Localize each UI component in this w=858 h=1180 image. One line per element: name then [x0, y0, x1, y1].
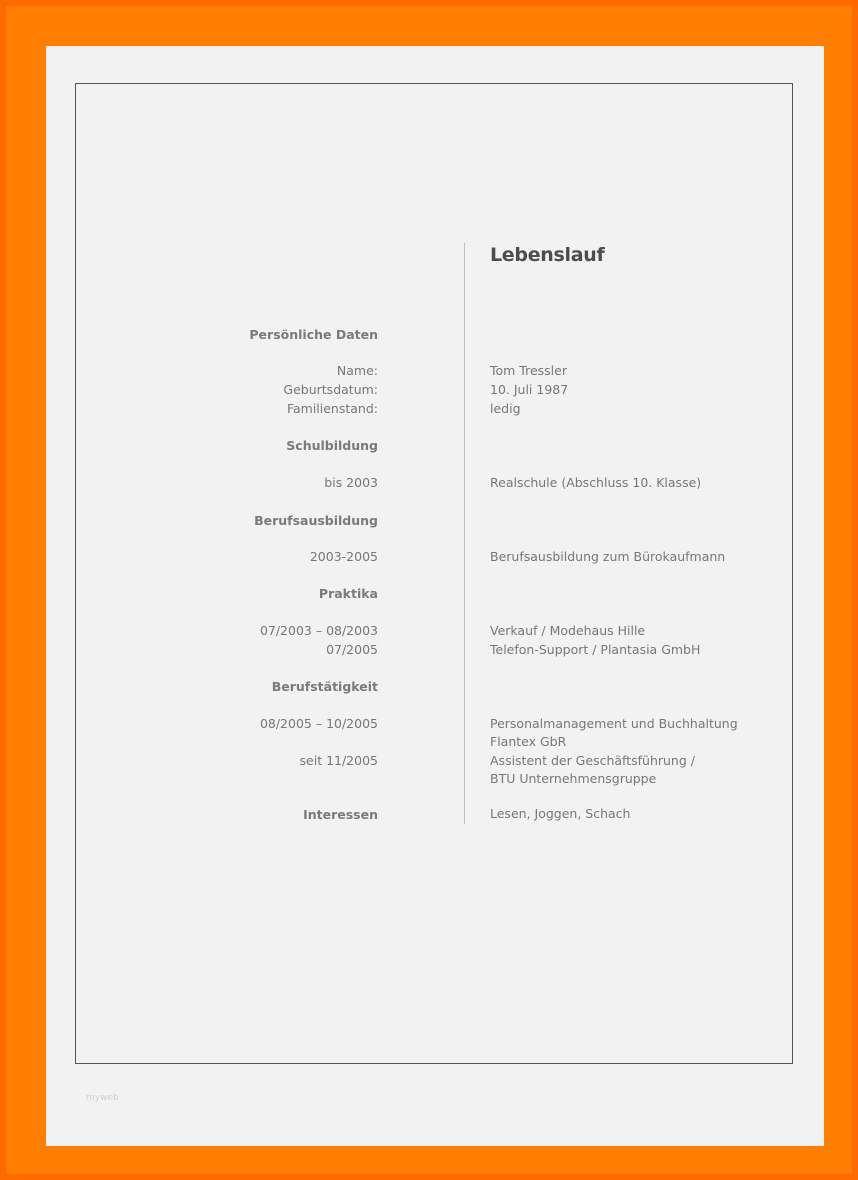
- label-name: Name:: [336, 363, 378, 378]
- watermark: myweb: [86, 1093, 119, 1103]
- section-heading-training: Berufsausbildung: [254, 513, 378, 528]
- section-heading-interests: Interessen: [303, 807, 378, 822]
- internship-value: Telefon-Support / Plantasia GmbH: [490, 642, 701, 657]
- section-heading-work: Berufstätigkeit: [271, 679, 378, 694]
- label-birthdate: Geburtsdatum:: [283, 382, 378, 397]
- section-heading-internships: Praktika: [318, 586, 378, 601]
- work-line-2: Flantex GbR: [490, 734, 567, 749]
- work-date: 08/2005 – 10/2005: [259, 716, 378, 731]
- document-sheet: [46, 46, 824, 1146]
- value-birthdate: 10. Juli 1987: [490, 382, 569, 397]
- label-marital-status: Familienstand:: [286, 401, 378, 416]
- column-divider: [464, 243, 465, 824]
- page-border: [75, 83, 793, 1064]
- value-marital-status: ledig: [490, 401, 521, 416]
- training-value: Berufsausbildung zum Bürokaufmann: [490, 549, 726, 564]
- document-title: Lebenslauf: [490, 244, 605, 266]
- training-date: 2003-2005: [309, 549, 378, 564]
- section-heading-school: Schulbildung: [286, 438, 378, 453]
- work-line-1: Assistent der Geschäftsführung /: [490, 753, 695, 768]
- internship-date: 07/2003 – 08/2003: [259, 623, 378, 638]
- school-value: Realschule (Abschluss 10. Klasse): [490, 475, 702, 490]
- school-date: bis 2003: [324, 475, 378, 490]
- internship-date: 07/2005: [326, 642, 378, 657]
- section-heading-personal: Persönliche Daten: [249, 327, 378, 342]
- work-date: seit 11/2005: [299, 753, 378, 768]
- internship-value: Verkauf / Modehaus Hille: [490, 623, 646, 638]
- work-line-1: Personalmanagement und Buchhaltung: [490, 716, 738, 731]
- work-line-2: BTU Unternehmensgruppe: [490, 771, 657, 786]
- interests-value: Lesen, Joggen, Schach: [490, 806, 631, 821]
- value-name: Tom Tressler: [490, 363, 567, 378]
